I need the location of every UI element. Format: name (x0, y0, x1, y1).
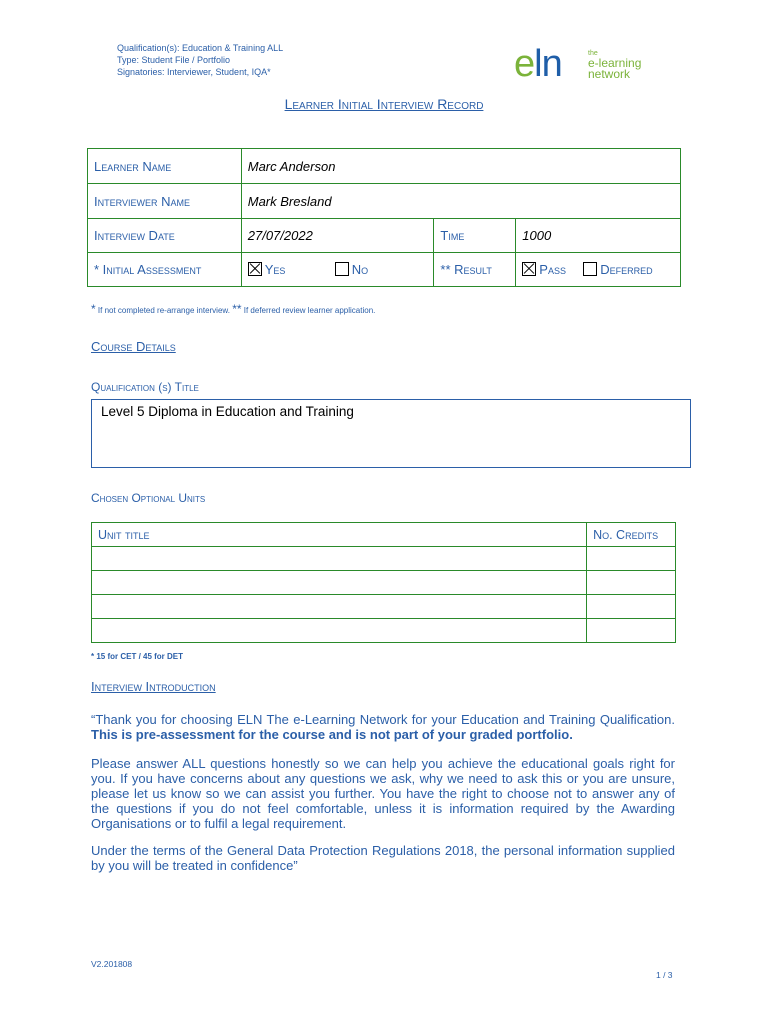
logo-tagline (588, 50, 641, 80)
qualification-title-box[interactable] (91, 399, 691, 468)
units-header-row (92, 523, 676, 547)
header-signatories: Signatories: Interviewer, Student, IQA* (117, 67, 271, 77)
unit-cell[interactable] (92, 619, 587, 643)
intro-paragraph-3: Under the terms of the General Data Protection Regulations 2018, the personal information supplied by you will be treated in confidence” (91, 843, 675, 873)
logo-mark-e: e (514, 43, 535, 85)
note-star-2: ** (232, 302, 242, 316)
intro-p1-bold: This is pre-assessment for the course and is not part of your graded portfolio. (91, 727, 573, 742)
interview-date-value[interactable]: 27/07/2022 (241, 219, 434, 253)
learner-info-table (87, 148, 681, 287)
document-title: Learner Initial Interview Record (284, 96, 484, 112)
row-assessment (88, 253, 681, 287)
unit-title-header: Unit title (92, 523, 587, 547)
eln-logo (514, 44, 664, 84)
logo-mark (514, 44, 562, 84)
interviewer-name-label: Interviewer Name (88, 184, 242, 219)
time-value[interactable]: 1000 (516, 219, 681, 253)
time-label: Time (434, 219, 516, 253)
qualification-title-label: Qualification (s) Title (91, 380, 199, 394)
logo-tag-line1: e-learning (588, 56, 642, 70)
assessment-notes (91, 302, 375, 316)
no-label: No (351, 262, 369, 277)
unit-cell[interactable] (92, 547, 587, 571)
intro-p1-plain: “Thank you for choosing ELN The e-Learning Network for your Education and Training Qualification. (91, 712, 675, 727)
deferred-label: Deferred (600, 262, 653, 277)
note-2: If deferred review learner application. (241, 306, 376, 315)
logo-tag-line2: network (588, 67, 631, 81)
learner-name-label: Learner Name (88, 149, 242, 184)
intro-paragraph-2: Please answer ALL questions honestly so we can help you achieve the educational goals right for you. If you have concerns about any questions we ask, why we need to ask this or you are unsure, please let us know so we can assist you further. You have the right to choose not to answer any of the questions if you do not feel comfortable, unless it is information required by the Awarding Organisations or to fulfil a legal requirement. (91, 756, 675, 831)
yes-checkbox[interactable] (248, 262, 262, 276)
unit-cell[interactable] (92, 571, 587, 595)
row-learner-name (88, 149, 681, 184)
course-details-heading: Course Details (91, 339, 176, 354)
logo-mark-ln: ln (534, 43, 562, 85)
credits-header: No. Credits (587, 523, 676, 547)
credits-cell[interactable] (587, 619, 676, 643)
table-row (92, 547, 676, 571)
note-1: If not completed re-arrange interview. (95, 306, 233, 315)
units-table (91, 522, 676, 643)
learner-name-value[interactable]: Marc Anderson (241, 149, 680, 184)
table-row (92, 571, 676, 595)
initial-assessment-options (241, 253, 434, 287)
version-label: V2.201808 (91, 959, 133, 969)
pass-label: Pass (539, 262, 566, 277)
credits-cell[interactable] (587, 571, 676, 595)
result-options (516, 253, 681, 287)
initial-assessment-label: * Initial Assessment (88, 253, 242, 287)
document-header-meta (117, 42, 283, 78)
header-qualification: Qualification(s): Education & Training ALL (117, 43, 284, 53)
no-checkbox[interactable] (335, 262, 349, 276)
row-interview-date (88, 219, 681, 253)
unit-cell[interactable] (92, 595, 587, 619)
credits-footnote: * 15 for CET / 45 for DET (91, 652, 184, 661)
deferred-checkbox[interactable] (583, 262, 597, 276)
pass-checkbox[interactable] (522, 262, 536, 276)
interview-date-label: Interview Date (88, 219, 242, 253)
interviewer-name-value[interactable]: Mark Bresland (241, 184, 680, 219)
intro-paragraph-1 (91, 712, 675, 742)
header-type: Type: Student File / Portfolio (117, 55, 231, 65)
table-row (92, 595, 676, 619)
note-star-1: * (91, 302, 96, 316)
qualification-title-value: Level 5 Diploma in Education and Training (101, 404, 354, 419)
interview-introduction-heading: Interview Introduction (91, 679, 216, 694)
credits-cell[interactable] (587, 547, 676, 571)
row-interviewer-name (88, 184, 681, 219)
result-label: ** Result (434, 253, 516, 287)
logo-tag-the: the (588, 50, 598, 57)
page-number: 1 / 3 (656, 970, 673, 980)
chosen-units-label: Chosen Optional Units (91, 491, 206, 505)
credits-cell[interactable] (587, 595, 676, 619)
yes-label: Yes (264, 262, 286, 277)
table-row (92, 619, 676, 643)
